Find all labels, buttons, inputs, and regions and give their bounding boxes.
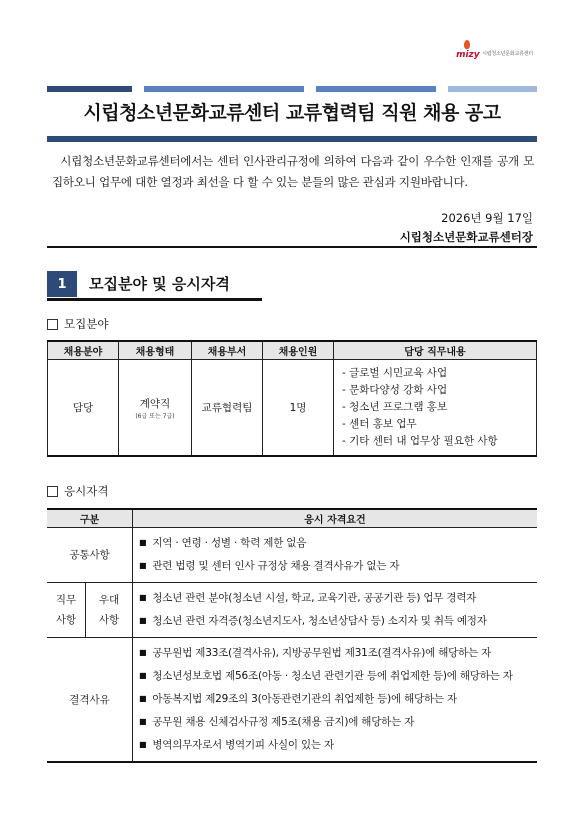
list-item: ■ 공무원법 제33조(결격사유), 지방공무원법 제31조(결격사유)에 해당하는 자 [139, 642, 531, 665]
table-header-row [47, 509, 537, 528]
title-band-bottom [47, 136, 537, 142]
section-underline [47, 298, 262, 301]
col-header: 담당 직무내용 [334, 341, 537, 360]
duty-item: - 청소년 프로그램 홍보 [342, 401, 448, 413]
center-logo [456, 38, 533, 60]
recruit-count: 1명 [263, 360, 334, 457]
qualification-heading-label: 응시자격 [64, 484, 109, 498]
list-item: ■ 관련 법령 및 센터 인사 규정상 채용 결격사유가 없는 자 [139, 555, 531, 578]
preferred-items [133, 583, 538, 638]
intro-paragraph: 시립청소년문화교류센터에서는 센터 인사관리규정에 의하여 다음과 같이 우수한 인재를 공개 모집하오니 업무에 대한 열정과 최선을 다 할 수 있는 분들의 많은 관심과 지원바랍니다. [52, 154, 534, 189]
duty-item: - 센터 홍보 업무 [342, 418, 417, 430]
checkbox-icon [47, 319, 58, 330]
list-item: ■ 지역 · 연령 · 성별 · 학력 제한 없음 [139, 532, 531, 555]
recruit-duties [334, 360, 537, 457]
preferred-label-line: 우대 [98, 594, 120, 606]
page-title: 시립청소년문화교류센터 교류협력팀 직원 채용 공고 [83, 102, 501, 124]
duty-item: - 기타 센터 내 업무상 필요한 사항 [342, 435, 498, 447]
recruit-heading [47, 316, 108, 332]
recruit-dept: 교류협력팀 [192, 360, 263, 457]
logo-subtitle: 시립청소년문화교류센터 [482, 51, 533, 57]
intro-text [52, 151, 534, 193]
checkbox-icon [47, 486, 58, 497]
announcement-date: 2026년 9월 17일 [441, 211, 533, 225]
duty-label-line: 직무 [55, 594, 77, 606]
preferred-label [86, 583, 133, 638]
list-item: ■ 청소년 관련 분야(청소년 시설, 학교, 교육기관, 공공기관 등) 업무 경력자 [139, 587, 531, 610]
logo-brand: mizy [456, 50, 480, 60]
duty-item: - 문화다양성 강화 사업 [342, 384, 448, 396]
col-header: 채용분야 [48, 341, 119, 360]
table-row [47, 528, 537, 583]
disqualification-items [133, 638, 538, 763]
list-item: ■ 청소년성보호법 제56조(아동 · 청소년 관련기관 등에 취업제한 등)에 해당하는 자 [139, 665, 531, 688]
preferred-label-line: 사항 [98, 614, 120, 626]
flame-icon [464, 40, 470, 49]
table-row [47, 638, 537, 763]
list-item: ■ 병역의무자로서 병역기피 사실이 있는 자 [139, 734, 531, 757]
section-header [47, 270, 230, 298]
organization-name: 시립청소년문화교류센터장 [399, 230, 533, 244]
recruit-type [119, 360, 192, 457]
section-number: 1 [47, 271, 77, 297]
col-header: 채용부서 [192, 341, 263, 360]
common-items [133, 528, 538, 583]
col-header: 응시 자격요건 [133, 509, 538, 528]
col-header: 채용인원 [263, 341, 334, 360]
list-item: ■ 공무원 채용 신체검사규정 제5조(채용 금지)에 해당하는 자 [139, 711, 531, 734]
table-row [48, 360, 537, 457]
common-label: 공통사항 [47, 528, 133, 583]
table-row [47, 583, 537, 638]
col-header: 구분 [47, 509, 133, 528]
qualification-heading [47, 483, 108, 499]
recruit-table [47, 340, 537, 457]
duty-label [47, 583, 86, 638]
list-item: ■ 아동복지법 제29조의 3(아동관련기관의 취업제한 등)에 해당하는 자 [139, 688, 531, 711]
section-title: 모집분야 및 응시자격 [89, 274, 230, 293]
recruit-type-note: (6급 또는 7급) [135, 412, 175, 420]
qualification-table [47, 508, 537, 763]
recruit-field: 담당 [48, 360, 119, 457]
col-header: 채용형태 [119, 341, 192, 360]
duty-label-line: 사항 [55, 614, 77, 626]
divider-line [47, 246, 537, 248]
disqualification-label: 결격사유 [47, 638, 133, 763]
recruit-type-label: 계약직 [139, 397, 171, 410]
recruit-heading-label: 모집분야 [64, 317, 109, 331]
duty-item: - 글로벌 시민교육 사업 [342, 367, 448, 379]
title-band-top [47, 86, 537, 92]
list-item: ■ 청소년 관련 자격증(청소년지도사, 청소년상담사 등) 소지자 및 취득 예정자 [139, 610, 531, 633]
logo-mark [456, 40, 480, 60]
table-header-row [48, 341, 537, 360]
